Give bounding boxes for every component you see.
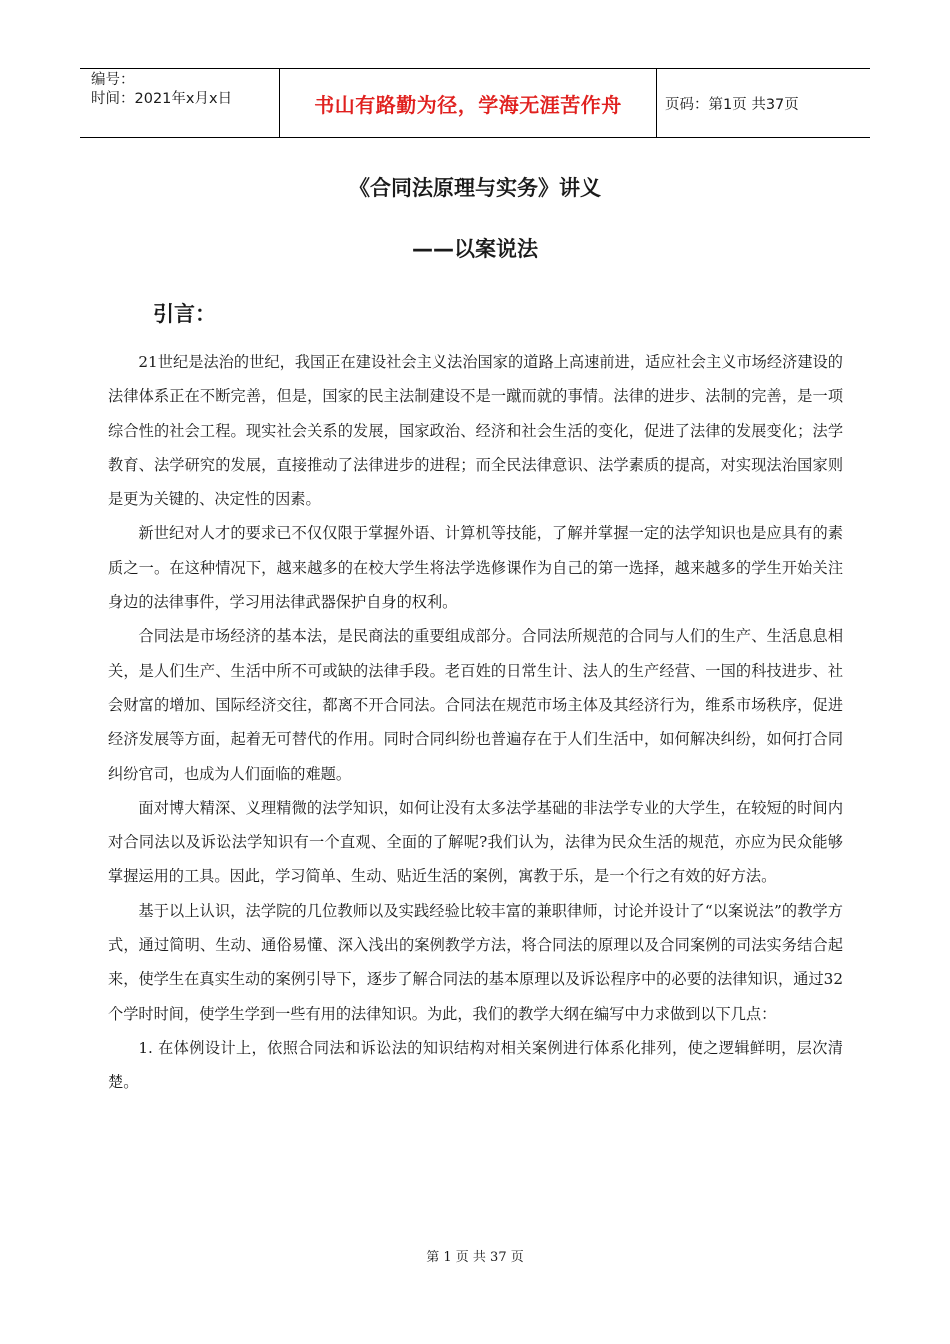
header-motto-cell — [280, 69, 657, 137]
document-title: 《合同法原理与实务》讲义 — [349, 176, 601, 200]
paragraph: 合同法是市场经济的基本法，是民商法的重要组成部分。合同法所规范的合同与人们的生产、生活息息相关，是人们生产、生活中所不可或缺的法律手段。老百姓的日常生计、法人的生产经营、一国的科技进步、社会财富的增加、国际经济交往，都离不开合同法。合同法在规范市场主体及其经济行为，维系市场秩序，促进经济发展等方面，起着无可替代的作用。同时合同纠纷也普遍存在于人们生活中，如何解决纠纷，如何打合同纠纷官司，也成为人们面临的难题。 — [108, 627, 843, 783]
document-number-label: 编号： — [91, 72, 135, 88]
paragraph: 21世纪是法治的世纪，我国正在建设社会主义法治国家的道路上高速前进，适应社会主义市场经济建设的法律体系正在不断完善，但是，国家的民主法制建设不是一蹴而就的事情。法律的进步、法制的完善，是一项综合性的社会工程。现实社会关系的发展，国家政治、经济和社会生活的变化，促进了法律的发展变化；法学教育、法学研究的发展，直接推动了法律进步的进程；而全民法律意识、法学素质的提高，对实现法治国家则是更为关键的、决定性的因素。 — [108, 353, 843, 509]
paragraph: 新世纪对人才的要求已不仅仅限于掌握外语、计算机等技能，了解并掌握一定的法学知识也是应具有的素质之一。在这种情况下，越来越多的在校大学生将法学选修课作为自己的第一选择，越来越多的学生开始关注身边的法律事件，学习用法律武器保护自身的权利。 — [108, 524, 843, 612]
header-left-cell — [80, 69, 280, 137]
list-item: 1. 在体例设计上，依照合同法和诉讼法的知识结构对相关案例进行体系化排列，使之逻辑鲜明，层次清楚。 — [108, 1038, 843, 1092]
header-page-label: 页码：第1页 共37页 — [665, 96, 799, 113]
body-text — [108, 345, 843, 1100]
page-footer: 第 1 页 共 37 页 — [426, 1250, 524, 1265]
section-heading: 引言： — [153, 302, 216, 326]
paragraph: 面对博大精深、义理精微的法学知识，如何让没有太多法学基础的非法学专业的大学生，在较短的时间内对合同法以及诉讼法学知识有一个直观、全面的了解呢?我们认为，法律为民众生活的规范，亦应为民众能够掌握运用的工具。因此，学习简单、生动、贴近生活的案例，寓教于乐，是一个行之有效的好方法。 — [108, 798, 843, 886]
document-date-label: 时间：2021年x月x日 — [91, 91, 233, 107]
header-page-cell — [657, 69, 870, 137]
page-header-table — [80, 68, 870, 138]
header-motto: 书山有路勤为径，学海无涯苦作舟 — [314, 92, 622, 117]
document-subtitle: ——以案说法 — [412, 237, 538, 261]
paragraph: 基于以上认识，法学院的几位教师以及实践经验比较丰富的兼职律师，讨论并设计了“以案说法”的教学方式，通过简明、生动、通俗易懂、深入浅出的案例教学方法，将合同法的原理以及合同案例的司法实务结合起来，使学生在真实生动的案例引导下，逐步了解合同法的基本原理以及诉讼程序中的必要的法律知识，通过32个学时时间，使学生学到一些有用的法律知识。为此，我们的教学大纲在编写中力求做到以下几点： — [108, 901, 843, 1023]
